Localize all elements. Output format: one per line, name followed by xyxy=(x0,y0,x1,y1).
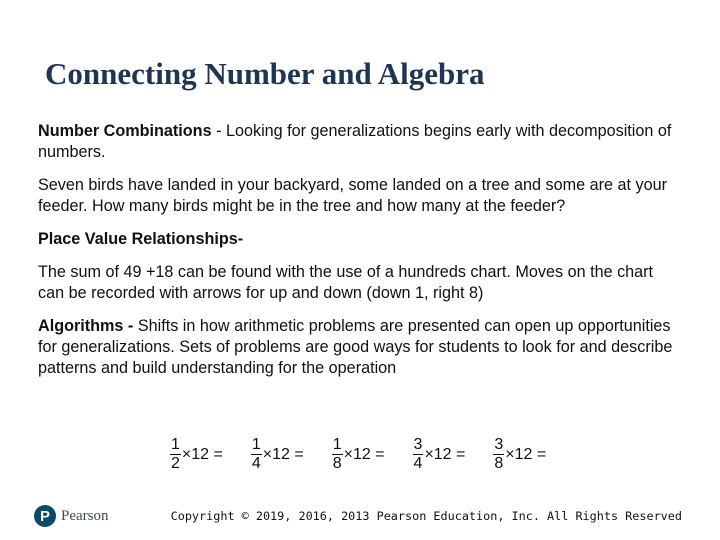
multiplier-text: ×12 = xyxy=(181,445,223,463)
paragraph-place-value xyxy=(38,229,678,250)
paragraph-algorithms xyxy=(38,316,678,379)
denominator: 8 xyxy=(332,455,342,472)
copyright-notice: Copyright © 2019, 2016, 2013 Pearson Education, Inc. All Rights Reserved xyxy=(170,509,682,523)
paragraph-text: Shifts in how arithmetic problems are presented can open up opportunities for generalizations. Sets of problems are good ways for students to look for and describe patterns and build understanding for the operation xyxy=(38,317,673,377)
fraction xyxy=(170,436,181,473)
fraction-expression xyxy=(413,436,466,473)
numerator: 3 xyxy=(413,436,423,453)
paragraph-hundreds-chart xyxy=(38,262,678,304)
paragraph-text: The sum of 49 +18 can be found with the use of a hundreds chart. Moves on the chart can be recorded with arrows for up and down (down 1, right 8) xyxy=(38,263,654,302)
paragraph-heading: Number Combinations xyxy=(38,122,212,140)
pearson-wordmark: Pearson xyxy=(61,507,109,524)
numerator: 1 xyxy=(171,436,180,453)
fraction xyxy=(413,436,424,473)
paragraph-heading: Algorithms - xyxy=(38,317,134,335)
slide-title: Connecting Number and Algebra xyxy=(45,56,485,91)
pearson-p-icon: P xyxy=(34,505,56,527)
fraction xyxy=(251,436,262,473)
fraction-problem-set xyxy=(170,436,546,473)
fraction-expression xyxy=(251,436,304,473)
paragraph-number-combinations xyxy=(38,121,678,163)
denominator: 8 xyxy=(494,455,504,472)
multiplier-text: ×12 = xyxy=(262,445,304,463)
denominator: 2 xyxy=(171,455,180,472)
numerator: 1 xyxy=(332,436,342,453)
fraction xyxy=(493,436,504,473)
numerator: 1 xyxy=(251,436,261,453)
numerator: 3 xyxy=(494,436,504,453)
fraction xyxy=(332,436,343,473)
denominator: 4 xyxy=(251,455,261,472)
multiplier-text: ×12 = xyxy=(343,445,385,463)
pearson-logo xyxy=(34,505,109,527)
slide-body xyxy=(38,121,678,391)
fraction-expression xyxy=(493,436,546,473)
paragraph-birds-problem xyxy=(38,175,678,217)
paragraph-text: Seven birds have landed in your backyard, some landed on a tree and some are at your feeder. How many birds might be in the tree and how many at the feeder? xyxy=(38,176,667,215)
denominator: 4 xyxy=(413,455,423,472)
fraction-expression xyxy=(170,436,223,473)
multiplier-text: ×12 = xyxy=(505,445,547,463)
paragraph-text: - Looking for generalizations begins early with decomposition of numbers. xyxy=(38,122,672,161)
multiplier-text: ×12 = xyxy=(424,445,466,463)
paragraph-heading: Place Value Relationships- xyxy=(38,230,244,248)
fraction-expression xyxy=(332,436,385,473)
